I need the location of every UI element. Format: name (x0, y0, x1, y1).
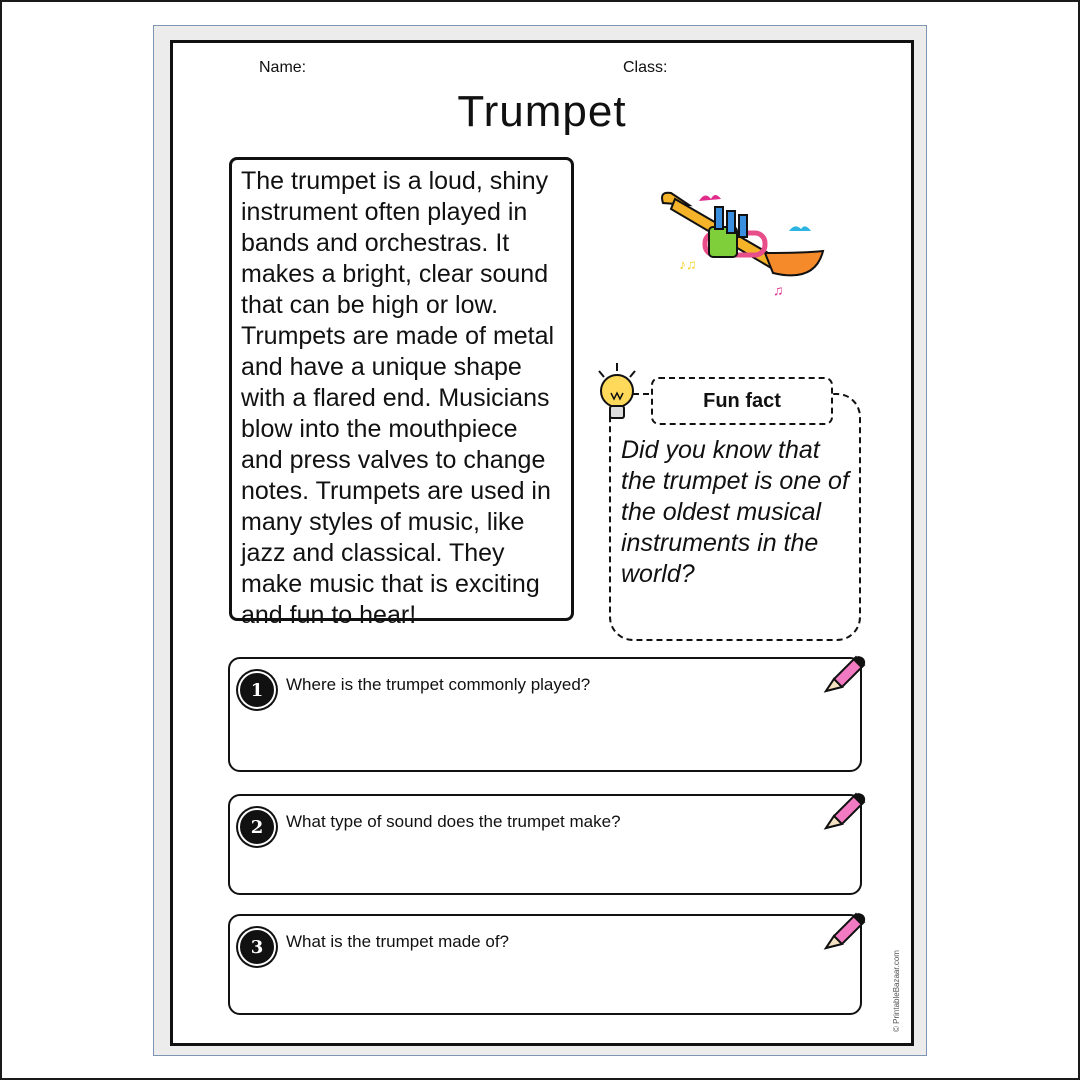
question-text: Where is the trumpet commonly played? (286, 675, 591, 694)
pencil-icon (820, 788, 870, 834)
question-text: What type of sound does the trumpet make? (286, 812, 621, 831)
question-box-3[interactable] (228, 914, 862, 1015)
question-number-badge: 1 (240, 673, 274, 707)
class-label: Class: (623, 59, 668, 76)
pencil-icon (820, 651, 870, 697)
question-number-badge: 2 (240, 810, 274, 844)
name-label: Name: (259, 59, 307, 76)
worksheet (170, 40, 914, 1046)
fun-fact-text: Did you know that the trumpet is one of the oldest musical instruments in the world? (621, 436, 849, 588)
lightbulb-icon (593, 361, 643, 425)
reading-passage: The trumpet is a loud, shiny instrument often played in bands and orchestras. It makes a bright, clear sound that can be high or low. Trumpets are made of metal and have a unique shape with a flared end. Musicians blow into the mouthpiece and press valves to change notes. Trumpets are used in many styles of music, like jazz and classical. They make music that is exciting and fun to hear! (229, 157, 574, 621)
svg-text:♪♫: ♪♫ (679, 256, 697, 272)
trumpet-illustration (655, 183, 827, 301)
page-title: Trumpet (457, 87, 627, 136)
pencil-icon (820, 908, 870, 954)
question-number-badge: 3 (240, 930, 274, 964)
copyright-text: © PrintableBazaar.com (892, 950, 901, 1032)
question-box-1[interactable] (228, 657, 862, 772)
question-text: What is the trumpet made of? (286, 932, 509, 951)
fun-fact-heading: Fun fact (651, 377, 833, 425)
svg-text:♫: ♫ (773, 282, 784, 298)
question-box-2[interactable] (228, 794, 862, 895)
